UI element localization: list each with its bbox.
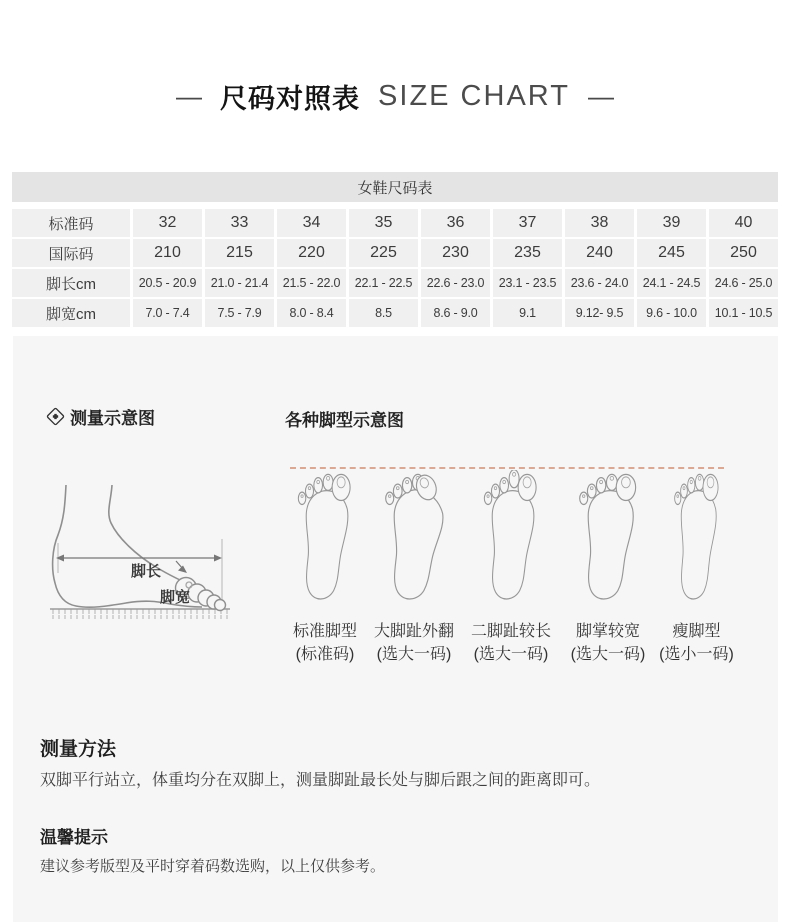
foot-illustration-standard [294,468,356,608]
foot-type-name: 脚掌较宽 [575,623,640,640]
row-label-foot-length: 脚长cm [12,269,130,297]
size-cell: 34 [277,209,346,237]
title-dash-right: — [587,81,614,111]
size-cell: 20.5 - 20.9 [133,269,202,297]
size-cell: 23.6 - 24.0 [565,269,634,297]
foot-type-name: 大脚趾外翻 [373,623,454,640]
foot-type-narrow [655,468,738,666]
row-label-standard-size: 标准码 [12,209,130,237]
size-cell: 9.12- 9.5 [565,299,634,327]
measure-section-heading [46,404,155,429]
size-cell: 23.1 - 23.5 [493,269,562,297]
illustration-section [13,336,778,922]
tips-heading: 温馨提示 [40,828,108,847]
size-cell: 10.1 - 10.5 [709,299,778,327]
size-cell: 22.1 - 22.5 [349,269,418,297]
foot-type-advice: (选大一码) [570,646,646,663]
size-cell: 9.1 [493,299,562,327]
foot-illustration-bunion [381,468,448,608]
size-table [12,172,778,327]
size-cell: 40 [709,209,778,237]
size-cell: 225 [349,239,418,267]
size-cell: 39 [637,209,706,237]
size-cell: 8.0 - 8.4 [277,299,346,327]
size-cell: 220 [277,239,346,267]
size-cell: 240 [565,239,634,267]
foot-type-name: 瘦脚型 [672,623,721,640]
size-cell: 37 [493,209,562,237]
size-cell: 250 [709,239,778,267]
size-cell: 230 [421,239,490,267]
size-table-grid [12,209,778,327]
size-cell: 35 [349,209,418,237]
foot-types-row [283,468,738,666]
foot-illustration-long-second-toe [480,468,542,608]
size-cell: 7.0 - 7.4 [133,299,202,327]
row-label-international-size: 国际码 [12,239,130,267]
title-chinese: 尺码对照表 [220,83,361,114]
size-cell: 32 [133,209,202,237]
foot-type-long-second-toe [461,468,561,666]
size-table-title: 女鞋尺码表 [12,172,778,202]
foot-illustration-narrow [671,468,723,608]
size-cell: 8.6 - 9.0 [421,299,490,327]
size-cell: 22.6 - 23.0 [421,269,490,297]
foot-types-heading: 各种脚型示意图 [285,411,404,430]
page-title [0,78,790,114]
measure-heading-text: 测量示意图 [70,409,155,428]
method-body: 双脚平行站立，体重均分在双脚上，测量脚趾最长处与脚后跟之间的距离即可。 [40,772,601,789]
tips-body: 建议参考版型及平时穿着码数选购，以上仅供参考。 [40,858,386,875]
size-cell: 8.5 [349,299,418,327]
foot-side-view-illustration [50,485,230,620]
method-heading: 测量方法 [40,739,117,760]
size-cell: 7.5 - 7.9 [205,299,274,327]
foot-type-advice: (标准码) [295,646,355,663]
size-cell: 21.0 - 21.4 [205,269,274,297]
row-label-foot-width: 脚宽cm [12,299,130,327]
foot-type-bunion [367,468,461,666]
size-cell: 21.5 - 22.0 [277,269,346,297]
foot-illustration-wide [575,468,642,608]
foot-type-advice: (选大一码) [376,646,452,663]
title-english: SIZE CHART [378,79,570,112]
size-cell: 24.6 - 25.0 [709,269,778,297]
diamond-plus-icon [46,407,65,426]
size-cell: 245 [637,239,706,267]
size-cell: 210 [133,239,202,267]
foot-type-wide [561,468,655,666]
foot-type-name: 标准脚型 [292,623,357,640]
size-cell: 235 [493,239,562,267]
size-cell: 33 [205,209,274,237]
foot-length-label: 脚长 [131,563,162,580]
foot-type-advice: (选小一码) [659,646,734,663]
foot-type-standard [283,468,367,666]
foot-type-name: 二脚趾较长 [470,623,551,640]
foot-type-advice: (选大一码) [473,646,549,663]
foot-width-label: 脚宽 [160,589,191,606]
size-cell: 36 [421,209,490,237]
size-cell: 9.6 - 10.0 [637,299,706,327]
size-cell: 24.1 - 24.5 [637,269,706,297]
title-dash-left: — [176,81,203,111]
size-cell: 215 [205,239,274,267]
size-cell: 38 [565,209,634,237]
